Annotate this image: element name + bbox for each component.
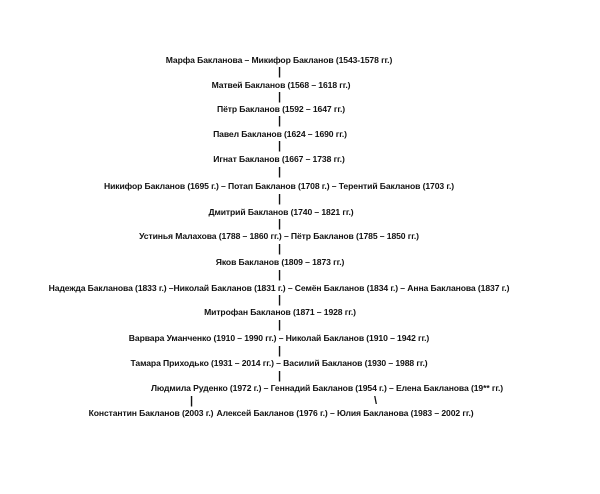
connector-2: |: [278, 91, 282, 103]
connector-9: |: [278, 269, 282, 281]
connector-4: |: [278, 140, 282, 152]
connector-right-child: \: [374, 395, 378, 407]
generation-4: Павел Бакланов (1624 – 1690 гг.): [213, 129, 347, 139]
generation-11: Митрофан Бакланов (1871 – 1928 гг.): [204, 307, 356, 317]
connector-8: |: [278, 243, 282, 255]
connector-7: |: [278, 218, 282, 230]
generation-6: Никифор Бакланов (1695 г.) – Потап Бакланов (1708 г.) – Терентий Бакланов (1703 г.): [103, 181, 455, 191]
connector-left-child: |: [190, 395, 194, 407]
connector-11: |: [278, 319, 282, 331]
generation-10: Надежда Бакланова (1833 г.) –Николай Бакланов (1831 г.) – Семён Бакланов (1834 г.) – Анна Бакланова (1837 г.): [48, 283, 510, 293]
connector-10: |: [278, 294, 282, 306]
connector-5: |: [278, 166, 282, 178]
connector-3: |: [278, 115, 282, 127]
child-right: Алексей Бакланов (1976 г.) – Юлия Бакланова (1983 – 2002 гг.): [216, 408, 474, 418]
generation-2: Матвей Бакланов (1568 – 1618 гг.): [211, 80, 351, 90]
connector-6: |: [278, 193, 282, 205]
connector-13: |: [278, 370, 282, 382]
connector-12: |: [278, 345, 282, 357]
generation-14: Людмила Руденко (1972 г.) – Геннадий Бакланов (1954 г.) – Елена Бакланова (19** гг.): [150, 383, 504, 393]
generation-5: Игнат Бакланов (1667 – 1738 гг.): [213, 154, 345, 164]
generation-12: Варвара Уманченко (1910 – 1990 гг.) – Николай Бакланов (1910 – 1942 гг.): [128, 333, 430, 343]
generation-9: Яков Бакланов (1809 – 1873 гг.): [215, 257, 345, 267]
child-left: Константин Бакланов (2003 г.): [88, 408, 214, 418]
generation-8: Устинья Малахова (1788 – 1860 гг.) – Пётр Бакланов (1785 – 1850 гг.): [139, 231, 419, 241]
connector-1: |: [278, 66, 282, 78]
generation-1: Марфа Бакланова – Микифор Бакланов (1543-1578 гг.): [165, 55, 393, 65]
generation-3: Пётр Бакланов (1592 – 1647 гг.): [216, 104, 346, 114]
generation-13: Тамара Приходько (1931 – 2014 гг.) – Василий Бакланов (1930 – 1988 гг.): [130, 358, 428, 368]
generation-7: Дмитрий Бакланов (1740 – 1821 гг.): [208, 207, 354, 217]
